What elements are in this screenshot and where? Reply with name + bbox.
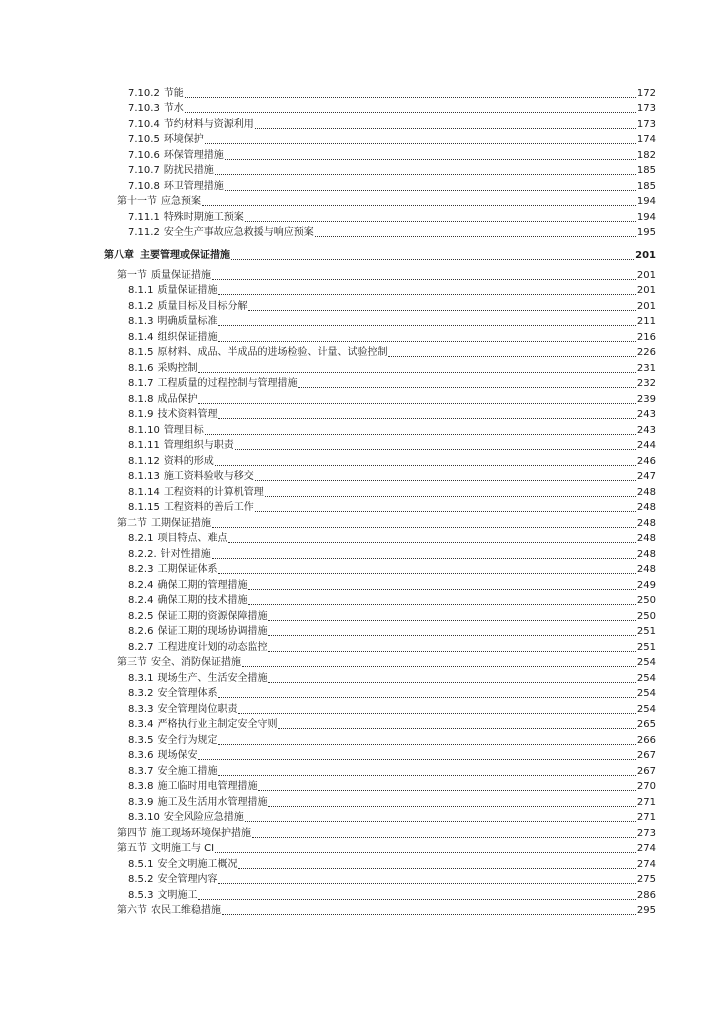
toc-dot-leader [218,417,635,419]
toc-entry-number: 8.5.1 [128,858,154,870]
toc-dot-leader [235,448,636,450]
toc-entry-number: 8.2.1 [128,533,154,544]
toc-entry-number: 8.3.3 [128,703,154,715]
toc-dot-leader [198,371,635,373]
toc-dot-leader [215,173,636,175]
toc-subsection-entry[interactable] [104,809,656,825]
toc-entry-number: 8.1.1 [128,285,154,296]
toc-entry-number: 8.3.1 [128,672,154,684]
toc-page-number: 247 [636,471,656,482]
toc-dot-leader [245,220,636,222]
toc-dot-leader [202,204,636,206]
toc-page-number: 216 [636,331,656,343]
toc-entry-number: 8.3.5 [128,734,154,746]
toc-entry-title: 原材料、成品、半成品的进场检验、计量、试验控制 [157,347,388,358]
toc-subsection-entry[interactable] [104,84,656,100]
toc-entry-title: 保证工期的资源保障措施 [157,610,268,622]
toc-entry-number: 8.1.6 [128,362,154,374]
toc-subsection-entry[interactable] [104,390,656,406]
toc-entry-number: 7.10.4 [128,118,160,130]
toc-entry-number: 7.11.1 [128,211,160,223]
toc-dot-leader [222,913,636,915]
toc-entry-number: 8.2.4 [128,595,154,606]
toc-entry-title: 文明施工与 CI [151,843,215,854]
toc-page-number: 173 [636,103,656,114]
toc-subsection-entry[interactable] [104,576,656,592]
toc-page-number: 201 [636,269,656,281]
toc-dot-leader [205,142,636,144]
toc-subsection-entry[interactable] [104,131,656,147]
toc-entry-title: 针对性措施 [160,548,211,560]
toc-subsection-entry[interactable] [104,100,656,116]
toc-page-number: 286 [636,889,656,901]
toc-subsection-entry[interactable] [104,700,656,716]
toc-entry-number: 8.3.6 [128,750,154,761]
toc-entry-number: 8.5.2 [128,874,154,885]
toc-page-number: 267 [636,750,656,761]
toc-entry-number: 7.10.5 [128,134,160,145]
toc-entry-title: 施工及生活用水管理措施 [157,796,268,808]
toc-entry-number: 8.5.3 [128,889,154,901]
toc-entry-number: 7.10.7 [128,165,160,176]
toc-entry-title: 质量保证措施 [157,285,218,296]
toc-entry-title: 节水 [163,103,184,114]
toc-entry-title: 施工现场环境保护措施 [151,827,251,839]
toc-section-entry[interactable] [104,824,656,840]
toc-entry-title: 管理目标 [163,424,204,436]
toc-entry-number: 8.1.13 [128,471,160,482]
toc-page-number: 250 [636,595,656,606]
toc-dot-leader [268,805,635,807]
toc-page-number: 254 [636,703,656,715]
toc-entry-title: 文明施工 [157,889,198,901]
toc-entry-number: 7.10.6 [128,149,160,161]
toc-dot-leader [218,293,635,295]
toc-dot-leader [248,603,635,605]
toc-section-entry[interactable] [104,266,656,282]
toc-page-number: 173 [636,118,656,130]
toc-entry-title: 工程进度计划的动态监控 [157,641,268,653]
toc-subsection-entry[interactable] [104,421,656,437]
toc-subsection-entry[interactable] [104,437,656,453]
toc-entry-title: 应急预案 [161,196,201,207]
toc-entry-number: 第六节 [117,905,147,916]
toc-entry-number: 8.3.9 [128,796,154,808]
toc-entry-title: 采购控制 [157,362,198,374]
toc-entry-number: 7.10.3 [128,103,160,114]
toc-entry-title: 工期保证措施 [151,517,211,529]
toc-subsection-entry[interactable] [104,747,656,763]
toc-entry-number: 8.2.5 [128,610,154,622]
toc-entry-title: 资料的形成 [163,455,214,467]
toc-entry-title: 节能 [163,87,184,99]
toc-entry-number: 第十一节 [117,196,157,207]
toc-subsection-entry[interactable] [104,762,656,778]
toc-dot-leader [238,712,635,714]
toc-page-number: 231 [636,362,656,374]
toc-entry-title: 工程资料的计算机管理 [163,486,264,498]
toc-entry-title: 安全生产事故应急救援与响应预案 [163,227,314,238]
toc-dot-leader [225,189,636,191]
toc-entry-title: 主要管理或保证措施 [140,250,230,261]
toc-entry-title: 技术资料管理 [157,409,218,420]
toc-entry-title: 防扰民措施 [163,165,214,176]
toc-page-number: 273 [636,827,656,839]
toc-entry-number: 8.2.7 [128,641,154,653]
toc-subsection-entry[interactable] [104,716,656,732]
toc-entry-number: 第八章 [104,250,134,261]
toc-dot-leader [212,278,636,280]
toc-dot-leader [198,758,635,760]
toc-page-number: 185 [636,165,656,176]
toc-page-number: 265 [636,719,656,730]
toc-page-number: 211 [636,316,656,327]
toc-page-number: 243 [636,424,656,436]
toc-entry-title: 严格执行业主制定安全守则 [157,719,278,730]
toc-page-number: 254 [636,657,656,668]
toc-dot-leader [185,96,636,98]
toc-page-number: 232 [636,378,656,389]
toc-entry-number: 8.3.4 [128,719,154,730]
toc-dot-leader [298,386,635,388]
toc-page-number: 270 [636,781,656,792]
toc-dot-leader [198,402,635,404]
toc-entry-title: 现场生产、生活安全措施 [157,672,268,684]
toc-subsection-entry[interactable] [104,177,656,193]
toc-page-number: 250 [636,610,656,622]
toc-entry-title: 确保工期的管理措施 [157,579,248,591]
toc-entry-title: 节约材料与资源利用 [163,118,254,130]
toc-subsection-entry[interactable] [104,778,656,794]
toc-subsection-entry[interactable] [104,592,656,608]
toc-entry-number: 7.10.8 [128,180,160,192]
toc-subsection-entry[interactable] [104,375,656,391]
toc-entry-title: 环卫管理措施 [163,180,224,192]
toc-dot-leader [218,743,635,745]
toc-entry-title: 环保管理措施 [163,149,224,161]
toc-dot-leader [265,495,636,497]
toc-page-number: 246 [636,455,656,467]
toc-subsection-entry[interactable] [104,793,656,809]
toc-entry-title: 质量目标及目标分解 [157,300,248,312]
toc-subsection-entry[interactable] [104,623,656,639]
toc-dot-leader [245,820,636,822]
toc-page-number: 248 [636,533,656,544]
toc-page-number: 248 [636,548,656,560]
toc-dot-leader [315,235,636,237]
toc-page-number: 248 [636,486,656,498]
toc-page-number: 201 [635,250,656,261]
toc-dot-leader [248,588,635,590]
toc-entry-title: 安全管理体系 [157,688,218,699]
toc-entry-number: 8.2.6 [128,626,154,637]
toc-page-number: 248 [636,517,656,529]
toc-subsection-entry[interactable] [104,406,656,422]
toc-dot-leader [268,634,635,636]
toc-subsection-entry[interactable] [104,638,656,654]
toc-dot-leader [255,127,636,129]
toc-page-number: 174 [636,134,656,145]
toc-subsection-entry[interactable] [104,855,656,871]
toc-page-number: 182 [636,149,656,161]
toc-section-entry[interactable] [104,514,656,530]
toc-page-number: 195 [636,227,656,238]
toc-entry-title: 施工临时用电管理措施 [157,781,258,792]
toc-subsection-entry[interactable] [104,499,656,515]
toc-entry-number: 7.11.2 [128,227,160,238]
toc-page-number: 274 [636,843,656,854]
toc-page-number: 201 [636,300,656,312]
toc-dot-leader [252,836,636,838]
toc-entry-number: 8.1.7 [128,378,154,389]
toc-entry-number: 8.1.9 [128,409,154,420]
toc-dot-leader [212,557,636,559]
toc-entry-title: 特殊时期施工预案 [163,211,244,223]
toc-entry-number: 第一节 [117,269,147,281]
toc-entry-number: 8.2.3 [128,564,154,575]
table-of-contents [104,84,656,917]
toc-page-number: 243 [636,409,656,420]
toc-subsection-entry[interactable] [104,685,656,701]
toc-entry-title: 现场保安 [157,750,198,761]
toc-subsection-entry[interactable] [104,483,656,499]
toc-chapter-entry[interactable] [104,243,656,262]
toc-entry-title: 安全、消防保证措施 [151,657,241,668]
toc-subsection-entry[interactable] [104,468,656,484]
toc-page-number: 271 [636,812,656,823]
toc-subsection-entry[interactable] [104,871,656,887]
toc-subsection-entry[interactable] [104,328,656,344]
toc-entry-title: 确保工期的技术措施 [157,595,248,606]
toc-entry-number: 8.1.10 [128,424,160,436]
toc-dot-leader [205,433,636,435]
toc-entry-number: 8.1.4 [128,331,154,343]
toc-entry-title: 环境保护 [163,134,204,145]
toc-page-number: 267 [636,765,656,777]
toc-entry-number: 8.2.4 [128,579,154,591]
toc-page-number: 226 [636,347,656,358]
toc-entry-title: 安全施工措施 [157,765,218,777]
toc-dot-leader [231,258,634,260]
toc-page-number: 251 [636,626,656,637]
toc-dot-leader [255,510,636,512]
toc-dot-leader [258,789,635,791]
toc-entry-title: 工期保证体系 [157,564,218,575]
toc-entry-title: 工程资料的善后工作 [163,502,254,513]
toc-dot-leader [388,355,635,357]
toc-entry-number: 8.1.12 [128,455,160,467]
toc-dot-leader [215,464,636,466]
toc-entry-number: 8.3.7 [128,765,154,777]
toc-entry-title: 成品保护 [157,393,198,405]
toc-subsection-entry[interactable] [104,607,656,623]
toc-page-number: 295 [636,905,656,916]
toc-entry-title: 安全风险应急措施 [163,812,244,823]
toc-entry-title: 农民工维稳措施 [151,905,221,916]
toc-entry-title: 组织保证措施 [157,331,218,343]
toc-dot-leader [218,324,635,326]
toc-entry-number: 第二节 [117,517,147,529]
toc-subsection-entry[interactable] [104,146,656,162]
toc-subsection-entry[interactable] [104,282,656,298]
toc-subsection-entry[interactable] [104,344,656,360]
toc-page-number: 249 [636,579,656,591]
toc-dot-leader [238,867,635,869]
toc-entry-title: 安全管理内容 [157,874,218,885]
toc-dot-leader [218,696,635,698]
toc-subsection-entry[interactable] [104,297,656,313]
toc-dot-leader [268,650,635,652]
toc-entry-title: 安全管理岗位职责 [157,703,238,715]
toc-entry-title: 质量保证措施 [151,269,211,281]
toc-subsection-entry[interactable] [104,162,656,178]
toc-entry-number: 8.3.10 [128,812,160,823]
toc-dot-leader [242,665,636,667]
toc-entry-number: 第三节 [117,657,147,668]
toc-entry-title: 保证工期的现场协调措施 [157,626,268,637]
toc-entry-number: 第四节 [117,827,147,839]
toc-subsection-entry[interactable] [104,561,656,577]
toc-subsection-entry[interactable] [104,452,656,468]
toc-entry-number: 7.10.2 [128,87,160,99]
toc-page-number: 248 [636,564,656,575]
toc-entry-number: 8.1.14 [128,486,160,498]
toc-entry-number: 8.1.5 [128,347,154,358]
toc-entry-title: 项目特点、难点 [157,533,228,544]
toc-entry-title: 管理组织与职责 [163,440,234,451]
toc-subsection-entry[interactable] [104,208,656,224]
toc-page-number: 248 [636,502,656,513]
toc-entry-number: 8.1.8 [128,393,154,405]
toc-subsection-entry[interactable] [104,224,656,240]
toc-entry-number: 8.1.3 [128,316,154,327]
toc-dot-leader [218,882,635,884]
toc-dot-leader [268,619,635,621]
toc-dot-leader [248,309,635,311]
toc-dot-leader [225,158,636,160]
toc-dot-leader [268,681,635,683]
toc-dot-leader [212,526,636,528]
toc-entry-number: 8.1.2 [128,300,154,312]
toc-page-number: 266 [636,734,656,746]
toc-section-entry[interactable] [104,193,656,209]
toc-dot-leader [218,572,635,574]
toc-entry-title: 明确质量标准 [157,316,218,327]
toc-section-entry[interactable] [104,902,656,918]
toc-entry-title: 施工资料验收与移交 [163,471,254,482]
toc-entry-number: 8.3.2 [128,688,154,699]
toc-page-number: 185 [636,180,656,192]
toc-page-number: 201 [636,285,656,296]
toc-page-number: 254 [636,688,656,699]
toc-dot-leader [218,340,635,342]
toc-entry-title: 工程质量的过程控制与管理措施 [157,378,298,389]
toc-entry-title: 安全行为规定 [157,734,218,746]
toc-page-number: 194 [636,196,656,207]
toc-page-number: 239 [636,393,656,405]
toc-page-number: 194 [636,211,656,223]
toc-page-number: 271 [636,796,656,808]
toc-page-number: 274 [636,858,656,870]
toc-page-number: 275 [636,874,656,885]
toc-dot-leader [255,479,636,481]
toc-entry-number: 第五节 [117,843,147,854]
toc-entry-number: 8.2.2. [128,548,157,560]
toc-subsection-entry[interactable] [104,886,656,902]
toc-entry-title: 安全文明施工概况 [157,858,238,870]
toc-subsection-entry[interactable] [104,731,656,747]
toc-subsection-entry[interactable] [104,115,656,131]
toc-page-number: 244 [636,440,656,451]
toc-entry-number: 8.1.15 [128,502,160,513]
toc-subsection-entry[interactable] [104,669,656,685]
toc-section-entry[interactable] [104,654,656,670]
toc-dot-leader [218,774,635,776]
toc-dot-leader [228,541,635,543]
toc-dot-leader [278,727,635,729]
toc-section-entry[interactable] [104,840,656,856]
toc-dot-leader [198,898,635,900]
toc-page-number: 254 [636,672,656,684]
toc-dot-leader [185,111,636,113]
toc-page-number: 172 [636,87,656,99]
toc-subsection-entry[interactable] [104,313,656,329]
toc-entry-number: 8.1.11 [128,440,160,451]
toc-page-number: 251 [636,641,656,653]
toc-subsection-entry[interactable] [104,359,656,375]
toc-entry-number: 8.3.8 [128,781,154,792]
toc-dot-leader [215,851,636,853]
toc-subsection-entry[interactable] [104,545,656,561]
toc-subsection-entry[interactable] [104,530,656,546]
